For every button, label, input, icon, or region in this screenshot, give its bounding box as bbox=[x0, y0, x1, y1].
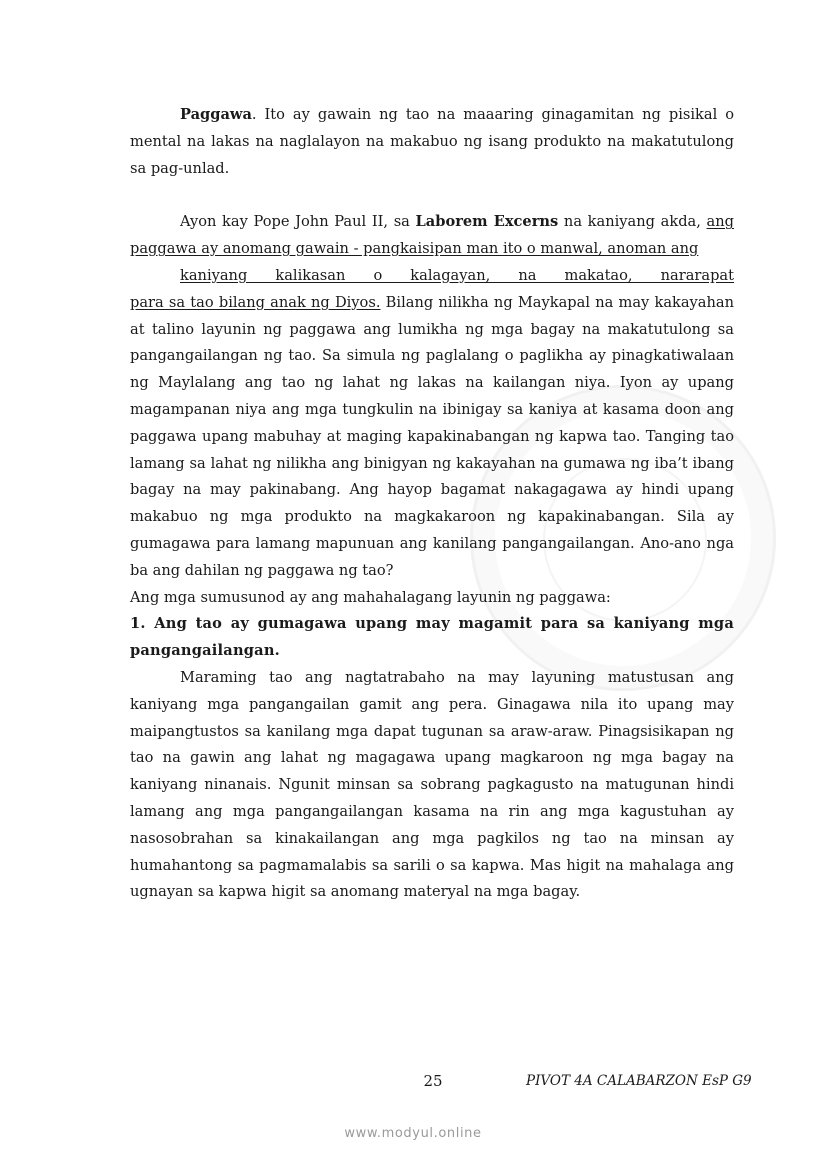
paragraph-laborem-excerns bbox=[130, 209, 734, 584]
underlined-quote-part-b: kaniyang kalikasan o kalagayan, na makatao, nararapat bbox=[180, 266, 734, 284]
module-identifier: PIVOT 4A CALABARZON EsP G9 bbox=[526, 1073, 752, 1089]
para2-after-title: na kaniyang akda, bbox=[558, 213, 707, 231]
para2-rest: Bilang nilikha ng Maykapal na may kakayahan at talino layunin ng paggawa ang lumikha ng mga bagay na makatutulong sa pangangailangan ng tao. Sa simula ng paglalang o paglikha ay pinagkatiwalaan ng Maylalang ang tao ng lahat ng lakas na kailangan niya. Iyon ay upang magampanan niya ang mga tungkulin na ibinigay sa kaniya at kasama doon ang paggawa upang mabuhay at maging kapakinabangan ng kapwa tao. Tanging tao lamang sa lahat ng nilikha ang binigyan ng kakayahan na gumawa ng iba’t ibang bagay na may pakinabang. Ang hayop bagamat nakagagawa ay hindi upang makabuo ng mga produkto na magkakaroon ng kapakinabangan. Sila ay gumagawa para lamang mapunuan ang kanilang pangangailangan. Ano-ano nga ba ang dahilan ng paggawa ng tao? bbox=[130, 293, 735, 579]
page-number: 25 bbox=[423, 1072, 443, 1090]
para2-intro: Ayon kay Pope John Paul II, sa bbox=[180, 213, 416, 231]
body-text bbox=[130, 102, 734, 906]
laborem-excerns-title: Laborem Excerns bbox=[415, 213, 559, 231]
underlined-quote-part-c: para sa tao bilang anak ng Diyos. bbox=[130, 293, 381, 311]
paragraph-needs: Maraming tao ang nagtatrabaho na may layuning matustusan ang kaniyang mga pangangailan gamit ang pera. Ginagawa nila ito upang may maipangtustos sa kanilang mga dapat tugunan sa araw-araw. Pinagsisikapan ng tao na gawin ang lahat ng magagawa upang magkaroon ng mga bagay na kaniyang ninanais. Ngunit minsan sa sobrang pagkagusto na matugunan hindi lamang ang mga pangangailangan kasama na rin ang mga kagustuhan ay nasosobrahan sa kinakailangan ang mga pagkilos ng tao na minsan ay humahantong sa pagmamalabis sa sarili o sa kapwa. Mas higit na mahalaga ang ugnayan sa kapwa higit sa anomang materyal na mga bagay. bbox=[130, 668, 734, 901]
paragraph-paggawa-definition bbox=[130, 102, 734, 182]
paggawa-definition-text: . Ito ay gawain ng tao na maaaring ginagamitan ng pisikal o mental na lakas na naglalayon na makabuo ng isang produkto na makatutulong sa pag-unlad. bbox=[130, 106, 734, 177]
section-heading-1: 1. Ang tao ay gumagawa upang may magamit para sa kaniyang mga pangangailangan. bbox=[130, 615, 734, 660]
underlined-quote-part-a: ang paggawa ay anomang gawain - pangkaisipan man ito o manwal, anoman ang bbox=[130, 213, 734, 258]
term-paggawa: Paggawa bbox=[180, 106, 252, 123]
lead-in-sentence: Ang mga sumusunod ay ang mahahalagang layunin ng paggawa: bbox=[130, 588, 611, 606]
website-footer: www.modyul.online bbox=[344, 1126, 482, 1141]
